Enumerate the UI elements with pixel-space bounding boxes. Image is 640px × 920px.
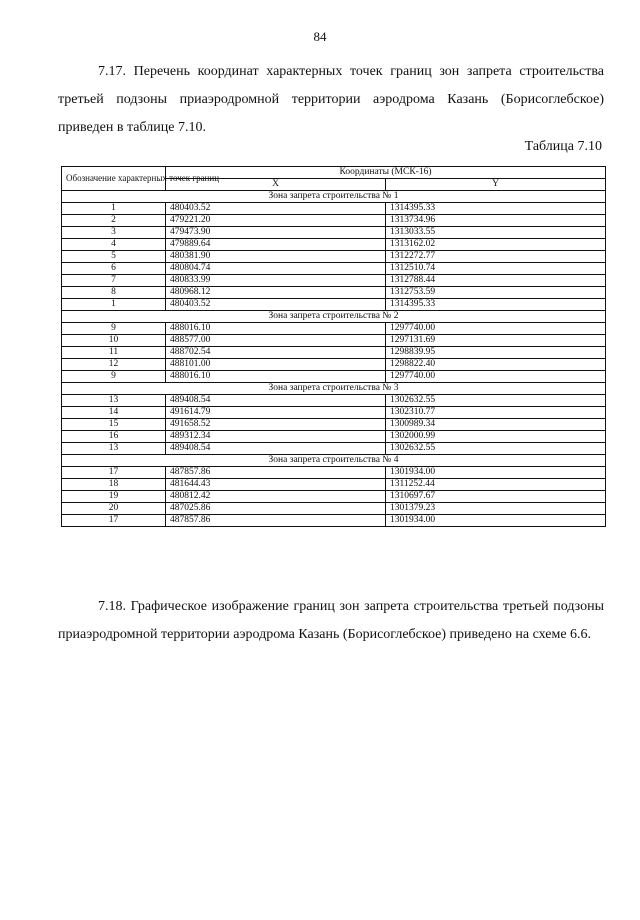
table-row bbox=[62, 491, 606, 503]
table-row bbox=[62, 335, 606, 347]
x-cell: 487857.86 bbox=[166, 515, 386, 527]
point-cell: 1 bbox=[62, 299, 166, 311]
table-row bbox=[62, 359, 606, 371]
y-cell: 1300989.34 bbox=[386, 419, 606, 431]
x-cell: 491658.52 bbox=[166, 419, 386, 431]
table-row bbox=[62, 443, 606, 455]
y-cell: 1311252.44 bbox=[386, 479, 606, 491]
x-cell: 488702.54 bbox=[166, 347, 386, 359]
paragraph-7-18 bbox=[58, 593, 604, 649]
zone-title: Зона запрета строительства № 1 bbox=[62, 191, 606, 203]
table-row bbox=[62, 287, 606, 299]
x-cell: 488016.10 bbox=[166, 323, 386, 335]
point-cell: 17 bbox=[62, 515, 166, 527]
y-cell: 1297740.00 bbox=[386, 371, 606, 383]
point-cell: 9 bbox=[62, 371, 166, 383]
point-cell: 15 bbox=[62, 419, 166, 431]
paragraph-text: Графическое изображение границ зон запрета строительства третьей подзоны приаэродромной территории аэродрома Казань (Борисоглебское) приведено на схеме 6.6. bbox=[58, 599, 605, 642]
point-cell: 5 bbox=[62, 251, 166, 263]
zone-title: Зона запрета строительства № 3 bbox=[62, 383, 606, 395]
coordinates-table bbox=[61, 166, 606, 527]
header-coordinates: Координаты (МСК-16) bbox=[166, 167, 606, 179]
table-row bbox=[62, 395, 606, 407]
y-cell: 1312510.74 bbox=[386, 263, 606, 275]
table-row bbox=[62, 347, 606, 359]
table-row bbox=[62, 515, 606, 527]
table-row bbox=[62, 239, 606, 251]
point-cell: 10 bbox=[62, 335, 166, 347]
table-row bbox=[62, 431, 606, 443]
table-row bbox=[62, 467, 606, 479]
point-cell: 4 bbox=[62, 239, 166, 251]
table-caption: Таблица 7.10 bbox=[524, 139, 602, 154]
header-y: Y bbox=[386, 179, 606, 191]
zone-title: Зона запрета строительства № 4 bbox=[62, 455, 606, 467]
y-cell: 1313734.96 bbox=[386, 215, 606, 227]
table-row bbox=[62, 275, 606, 287]
table-row bbox=[62, 251, 606, 263]
x-cell: 480812.42 bbox=[166, 491, 386, 503]
page-number: 84 bbox=[313, 29, 327, 44]
y-cell: 1301934.00 bbox=[386, 467, 606, 479]
table-row bbox=[62, 299, 606, 311]
table-row bbox=[62, 503, 606, 515]
point-cell: 9 bbox=[62, 323, 166, 335]
x-cell: 489408.54 bbox=[166, 443, 386, 455]
x-cell: 488101.00 bbox=[166, 359, 386, 371]
y-cell: 1312753.59 bbox=[386, 287, 606, 299]
x-cell: 480381.90 bbox=[166, 251, 386, 263]
table-row bbox=[62, 227, 606, 239]
y-cell: 1310697.67 bbox=[386, 491, 606, 503]
x-cell: 480403.52 bbox=[166, 203, 386, 215]
y-cell: 1314395.33 bbox=[386, 299, 606, 311]
y-cell: 1301934.00 bbox=[386, 515, 606, 527]
y-cell: 1302632.55 bbox=[386, 395, 606, 407]
header-point-designation: Обозначение характерных точек границ bbox=[62, 167, 166, 191]
point-cell: 17 bbox=[62, 467, 166, 479]
point-cell: 12 bbox=[62, 359, 166, 371]
header-x: X bbox=[166, 179, 386, 191]
x-cell: 479473.90 bbox=[166, 227, 386, 239]
x-cell: 479889.64 bbox=[166, 239, 386, 251]
x-cell: 488016.10 bbox=[166, 371, 386, 383]
point-cell: 8 bbox=[62, 287, 166, 299]
point-cell: 16 bbox=[62, 431, 166, 443]
table-row bbox=[62, 479, 606, 491]
table-row bbox=[62, 407, 606, 419]
y-cell: 1312272.77 bbox=[386, 251, 606, 263]
table-row bbox=[62, 371, 606, 383]
point-cell: 13 bbox=[62, 395, 166, 407]
point-cell: 19 bbox=[62, 491, 166, 503]
x-cell: 488577.00 bbox=[166, 335, 386, 347]
x-cell: 489312.34 bbox=[166, 431, 386, 443]
point-cell: 1 bbox=[62, 203, 166, 215]
y-cell: 1314395.33 bbox=[386, 203, 606, 215]
table-row bbox=[62, 263, 606, 275]
point-cell: 13 bbox=[62, 443, 166, 455]
y-cell: 1302000.99 bbox=[386, 431, 606, 443]
y-cell: 1313162.02 bbox=[386, 239, 606, 251]
point-cell: 14 bbox=[62, 407, 166, 419]
point-cell: 3 bbox=[62, 227, 166, 239]
zone-header-row bbox=[62, 455, 606, 467]
y-cell: 1302310.77 bbox=[386, 407, 606, 419]
x-cell: 480804.74 bbox=[166, 263, 386, 275]
table-body bbox=[62, 191, 606, 527]
x-cell: 480968.12 bbox=[166, 287, 386, 299]
point-cell: 20 bbox=[62, 503, 166, 515]
table-row bbox=[62, 323, 606, 335]
paragraph-7-17 bbox=[58, 58, 604, 142]
point-cell: 6 bbox=[62, 263, 166, 275]
y-cell: 1312788.44 bbox=[386, 275, 606, 287]
x-cell: 480833.99 bbox=[166, 275, 386, 287]
paragraph-number: 7.18. bbox=[98, 599, 126, 614]
point-cell: 11 bbox=[62, 347, 166, 359]
y-cell: 1313033.55 bbox=[386, 227, 606, 239]
zone-header-row bbox=[62, 383, 606, 395]
point-cell: 18 bbox=[62, 479, 166, 491]
y-cell: 1302632.55 bbox=[386, 443, 606, 455]
zone-title: Зона запрета строительства № 2 bbox=[62, 311, 606, 323]
y-cell: 1298839.95 bbox=[386, 347, 606, 359]
table-row bbox=[62, 215, 606, 227]
x-cell: 487025.86 bbox=[166, 503, 386, 515]
zone-header-row bbox=[62, 311, 606, 323]
point-cell: 2 bbox=[62, 215, 166, 227]
y-cell: 1297131.69 bbox=[386, 335, 606, 347]
x-cell: 487857.86 bbox=[166, 467, 386, 479]
y-cell: 1301379.23 bbox=[386, 503, 606, 515]
x-cell: 480403.52 bbox=[166, 299, 386, 311]
point-cell: 7 bbox=[62, 275, 166, 287]
paragraph-text: Перечень координат характерных точек границ зон запрета строительства третьей подзоны приаэродромной территории аэродрома Казань (Борисоглебское) приведен в таблице 7.10. bbox=[58, 64, 605, 135]
x-cell: 489408.54 bbox=[166, 395, 386, 407]
x-cell: 491614.79 bbox=[166, 407, 386, 419]
x-cell: 479221.20 bbox=[166, 215, 386, 227]
table-row bbox=[62, 419, 606, 431]
y-cell: 1297740.00 bbox=[386, 323, 606, 335]
zone-header-row bbox=[62, 191, 606, 203]
paragraph-number: 7.17. bbox=[98, 64, 126, 79]
y-cell: 1298822.40 bbox=[386, 359, 606, 371]
x-cell: 481644.43 bbox=[166, 479, 386, 491]
table-row bbox=[62, 203, 606, 215]
